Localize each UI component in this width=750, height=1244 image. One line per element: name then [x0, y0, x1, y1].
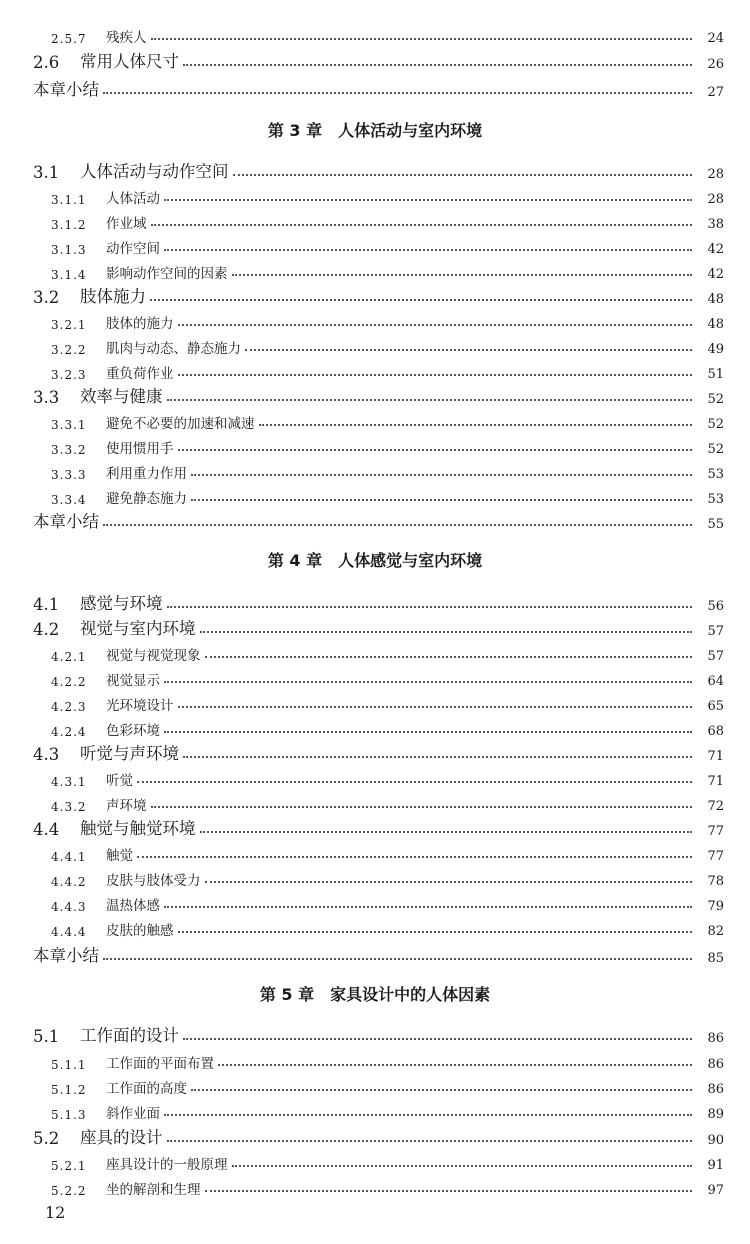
- entry-title: 皮肤与肢体受力: [106, 873, 201, 889]
- entry-number: 3.1.4: [51, 268, 87, 282]
- toc-subsection-entry[interactable]: [0, 208, 750, 232]
- entry-title: 肌肉与动态、静态施力: [106, 341, 241, 357]
- entry-page-number: 86: [707, 1031, 724, 1046]
- dot-leader: [205, 656, 693, 658]
- toc-section-entry[interactable]: [0, 1124, 750, 1148]
- dot-leader: [164, 731, 692, 733]
- toc-subsection-entry[interactable]: [0, 690, 750, 714]
- entry-number: 4.4.4: [51, 925, 87, 939]
- dot-leader: [178, 706, 693, 708]
- entry-title: 斜作业面: [106, 1106, 160, 1122]
- dot-leader: [183, 756, 692, 758]
- entry-number: 4.4: [33, 820, 60, 839]
- entry-number: 3.2.2: [51, 343, 87, 357]
- page-number: 12: [45, 1203, 66, 1222]
- entry-title: 光环境设计: [106, 698, 174, 714]
- entry-title: 利用重力作用: [106, 466, 187, 482]
- entry-number: 5.1.1: [51, 1058, 87, 1072]
- dot-leader: [103, 92, 692, 94]
- entry-number: 4.3.1: [51, 775, 87, 789]
- entry-number: 4.3: [33, 745, 60, 764]
- toc-subsection-entry[interactable]: [0, 183, 750, 207]
- entry-number: 4.4.3: [51, 900, 87, 914]
- entry-title: 感觉与环境: [80, 594, 163, 613]
- dot-leader: [167, 1140, 693, 1142]
- toc-subsection-entry[interactable]: [0, 1149, 750, 1173]
- entry-title: 工作面的平面布置: [106, 1056, 214, 1072]
- entry-page-number: 38: [707, 217, 724, 232]
- dot-leader: [218, 1064, 692, 1066]
- entry-title: 皮肤的触感: [106, 923, 174, 939]
- entry-number: 2.5.7: [51, 32, 87, 46]
- dot-leader: [178, 374, 693, 376]
- toc-section-entry[interactable]: [0, 740, 750, 764]
- entry-title: 座具设计的一般原理: [106, 1157, 228, 1173]
- toc-section-entry[interactable]: [0, 158, 750, 182]
- entry-title: 触觉与触觉环境: [80, 819, 196, 838]
- entry-title: 人体活动: [106, 191, 160, 207]
- toc-subsection-entry[interactable]: [0, 1073, 750, 1097]
- entry-page-number: 77: [707, 849, 724, 864]
- entry-number: 4.1: [33, 595, 60, 614]
- entry-page-number: 48: [707, 292, 724, 307]
- entry-title: 常用人体尺寸: [80, 52, 179, 71]
- entry-number: 3.1: [33, 163, 60, 182]
- entry-page-number: 97: [707, 1183, 724, 1198]
- entry-number: 2.6: [33, 53, 60, 72]
- dot-leader: [137, 856, 692, 858]
- entry-title: 避免静态施力: [106, 491, 187, 507]
- entry-page-number: 71: [707, 774, 724, 789]
- dot-leader: [233, 174, 693, 176]
- dot-leader: [183, 1038, 692, 1040]
- entry-number: 5.1.3: [51, 1108, 87, 1122]
- toc-section-entry[interactable]: [0, 76, 750, 100]
- toc-subsection-entry[interactable]: [0, 1098, 750, 1122]
- dot-leader: [151, 806, 693, 808]
- entry-page-number: 90: [707, 1133, 724, 1148]
- toc-subsection-entry[interactable]: [0, 765, 750, 789]
- entry-number: 3.1.2: [51, 218, 87, 232]
- dot-leader: [150, 299, 692, 301]
- dot-leader: [178, 324, 693, 326]
- entry-title: 使用惯用手: [106, 441, 174, 457]
- entry-number: 4.2: [33, 620, 60, 639]
- dot-leader: [205, 1190, 693, 1192]
- entry-number: 3.3.1: [51, 418, 87, 432]
- toc-subsection-entry[interactable]: [0, 840, 750, 864]
- entry-title: 影响动作空间的因素: [106, 266, 228, 282]
- entry-number: 3.3.4: [51, 493, 87, 507]
- entry-title: 听觉: [106, 773, 133, 789]
- entry-page-number: 86: [707, 1082, 724, 1097]
- toc-section-entry[interactable]: [0, 48, 750, 72]
- entry-number: 5.1: [33, 1027, 60, 1046]
- entry-page-number: 85: [707, 951, 724, 966]
- toc-subsection-entry[interactable]: [0, 358, 750, 382]
- toc-subsection-entry[interactable]: [0, 308, 750, 332]
- toc-subsection-entry[interactable]: [0, 1174, 750, 1198]
- toc-section-entry[interactable]: [0, 942, 750, 966]
- entry-title: 重负荷作业: [106, 366, 174, 382]
- entry-page-number: 55: [707, 517, 724, 532]
- entry-number: 3.1.3: [51, 243, 87, 257]
- entry-number: 3.2.3: [51, 368, 87, 382]
- entry-title: 效率与健康: [80, 387, 163, 406]
- entry-title: 视觉与室内环境: [80, 619, 196, 638]
- entry-title: 触觉: [106, 848, 133, 864]
- entry-title: 温热体感: [106, 898, 160, 914]
- entry-page-number: 65: [707, 699, 724, 714]
- dot-leader: [232, 274, 693, 276]
- entry-page-number: 91: [707, 1158, 724, 1173]
- dot-leader: [167, 399, 693, 401]
- entry-number: 5.1.2: [51, 1083, 87, 1097]
- toc-subsection-entry[interactable]: [0, 408, 750, 432]
- chapter-heading: 第 5 章 家具设计中的人体因素: [259, 985, 491, 1004]
- entry-number: 5.2: [33, 1129, 60, 1148]
- entry-page-number: 42: [707, 267, 724, 282]
- dot-leader: [164, 681, 692, 683]
- entry-page-number: 28: [707, 167, 724, 182]
- toc-subsection-entry[interactable]: [0, 890, 750, 914]
- toc-section-entry[interactable]: [0, 508, 750, 532]
- toc-subsection-entry[interactable]: [0, 233, 750, 257]
- entry-page-number: 52: [707, 392, 724, 407]
- dot-leader: [191, 499, 692, 501]
- toc-subsection-entry[interactable]: [0, 790, 750, 814]
- chapter-heading: 第 3 章 人体活动与室内环境: [267, 121, 483, 140]
- entry-title: 人体活动与动作空间: [80, 162, 229, 181]
- toc-subsection-entry[interactable]: [0, 258, 750, 282]
- entry-page-number: 68: [707, 724, 724, 739]
- dot-leader: [167, 606, 693, 608]
- dot-leader: [232, 1165, 693, 1167]
- entry-number: 4.4.2: [51, 875, 87, 889]
- entry-title: 工作面的高度: [106, 1081, 187, 1097]
- dot-leader: [183, 64, 692, 66]
- entry-number: 3.2.1: [51, 318, 87, 332]
- toc-subsection-entry[interactable]: [0, 433, 750, 457]
- entry-title: 肢体施力: [80, 287, 146, 306]
- entry-title: 座具的设计: [80, 1128, 163, 1147]
- dot-leader: [191, 474, 692, 476]
- entry-title: 视觉与视觉现象: [106, 648, 201, 664]
- entry-page-number: 53: [707, 492, 724, 507]
- dot-leader: [164, 906, 692, 908]
- dot-leader: [151, 38, 693, 40]
- toc-section-entry[interactable]: [0, 383, 750, 407]
- entry-page-number: 56: [707, 599, 724, 614]
- entry-title: 听觉与声环境: [80, 744, 179, 763]
- entry-number: 3.2: [33, 288, 60, 307]
- entry-title: 肢体的施力: [106, 316, 174, 332]
- entry-number: 4.2.4: [51, 725, 87, 739]
- entry-number: 3.3.2: [51, 443, 87, 457]
- entry-number: 3.1.1: [51, 193, 87, 207]
- dot-leader: [205, 881, 693, 883]
- dot-leader: [259, 424, 693, 426]
- entry-title: 色彩环境: [106, 723, 160, 739]
- chapter-heading: 第 4 章 人体感觉与室内环境: [267, 551, 483, 570]
- entry-page-number: 42: [707, 242, 724, 257]
- entry-title: 工作面的设计: [80, 1026, 179, 1045]
- toc-section-entry[interactable]: [0, 615, 750, 639]
- entry-page-number: 26: [707, 57, 724, 72]
- entry-page-number: 86: [707, 1057, 724, 1072]
- entry-number: 5.2.2: [51, 1184, 87, 1198]
- toc-section-entry[interactable]: [0, 1022, 750, 1046]
- dot-leader: [103, 958, 692, 960]
- dot-leader: [103, 524, 692, 526]
- entry-page-number: 64: [707, 674, 724, 689]
- entry-title: 作业域: [106, 216, 147, 232]
- entry-page-number: 57: [707, 624, 724, 639]
- entry-page-number: 24: [707, 31, 724, 46]
- toc-subsection-entry[interactable]: [0, 915, 750, 939]
- entry-title: 视觉显示: [106, 673, 160, 689]
- entry-page-number: 51: [707, 367, 724, 382]
- toc-subsection-entry[interactable]: [0, 665, 750, 689]
- entry-number: 4.4.1: [51, 850, 87, 864]
- entry-title: 本章小结: [33, 512, 99, 531]
- toc-subsection-entry[interactable]: [0, 865, 750, 889]
- toc-subsection-entry[interactable]: [0, 333, 750, 357]
- dot-leader: [178, 449, 693, 451]
- entry-page-number: 89: [707, 1107, 724, 1122]
- entry-title: 残疾人: [106, 30, 147, 46]
- toc-subsection-entry[interactable]: [0, 640, 750, 664]
- toc-section-entry[interactable]: [0, 815, 750, 839]
- entry-number: 5.2.1: [51, 1159, 87, 1173]
- dot-leader: [245, 349, 692, 351]
- dot-leader: [178, 931, 693, 933]
- entry-page-number: 49: [707, 342, 724, 357]
- entry-title: 声环境: [106, 798, 147, 814]
- entry-title: 本章小结: [33, 80, 99, 99]
- dot-leader: [164, 1114, 692, 1116]
- toc-subsection-entry[interactable]: [0, 483, 750, 507]
- toc-section-entry[interactable]: [0, 590, 750, 614]
- dot-leader: [164, 199, 692, 201]
- entry-number: 4.2.2: [51, 675, 87, 689]
- entry-number: 3.3: [33, 388, 60, 407]
- entry-page-number: 72: [707, 799, 724, 814]
- dot-leader: [151, 224, 693, 226]
- entry-page-number: 48: [707, 317, 724, 332]
- entry-number: 3.3.3: [51, 468, 87, 482]
- entry-page-number: 27: [707, 85, 724, 100]
- entry-number: 4.2.1: [51, 650, 87, 664]
- toc-section-entry[interactable]: [0, 283, 750, 307]
- entry-page-number: 78: [707, 874, 724, 889]
- entry-page-number: 79: [707, 899, 724, 914]
- dot-leader: [164, 249, 692, 251]
- entry-title: 本章小结: [33, 946, 99, 965]
- entry-page-number: 82: [707, 924, 724, 939]
- toc-subsection-entry[interactable]: [0, 715, 750, 739]
- entry-page-number: 57: [707, 649, 724, 664]
- entry-page-number: 71: [707, 749, 724, 764]
- entry-number: 4.3.2: [51, 800, 87, 814]
- dot-leader: [200, 631, 693, 633]
- dot-leader: [200, 831, 693, 833]
- dot-leader: [137, 781, 692, 783]
- entry-page-number: 53: [707, 467, 724, 482]
- entry-page-number: 77: [707, 824, 724, 839]
- toc-subsection-entry[interactable]: [0, 458, 750, 482]
- entry-number: 4.2.3: [51, 700, 87, 714]
- toc-subsection-entry[interactable]: [0, 1048, 750, 1072]
- entry-page-number: 28: [707, 192, 724, 207]
- entry-title: 避免不必要的加速和减速: [106, 416, 255, 432]
- dot-leader: [191, 1089, 692, 1091]
- toc-subsection-entry[interactable]: [0, 22, 750, 46]
- entry-title: 动作空间: [106, 241, 160, 257]
- entry-title: 坐的解剖和生理: [106, 1182, 201, 1198]
- entry-page-number: 52: [707, 417, 724, 432]
- entry-page-number: 52: [707, 442, 724, 457]
